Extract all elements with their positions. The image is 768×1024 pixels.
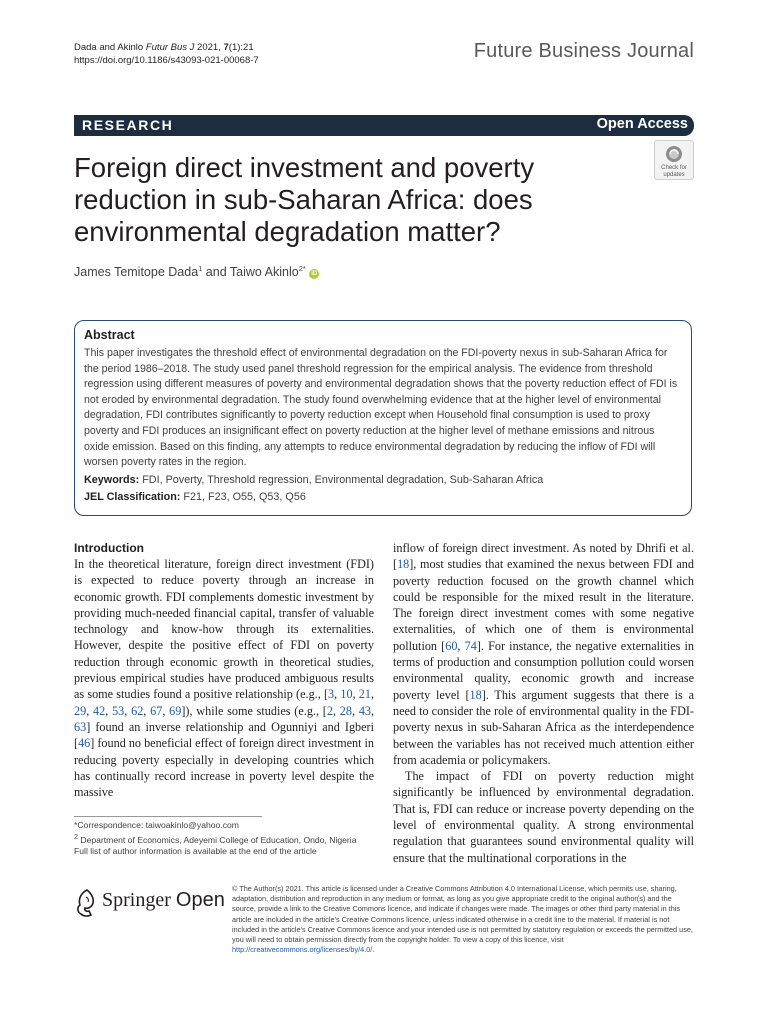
- jel-label: JEL Classification:: [84, 490, 181, 503]
- license-notice: © The Author(s) 2021. This article is licensed under a Creative Commons Attribution 4.0 International License, which permits use, sharing, adaptation, distribution and reproduction in any medium or format, as long as you give appropriate credit to the original author(s) and the source, provide a link to the Creative Commons licence, and indicate if changes were made. The images or other third party material in this article are included in the article's Creative Commons licence, unless indicated otherwise in a credit line to the material. If material is not included in the article's Creative Commons licence and your intended use is not permitted by statutory regulation or exceeds the permitted use, you will need to obtain permission directly from the copyright holder. To view a copy of this licence, visit http://creativecommons.org/licenses/by/4.0/.: [232, 884, 693, 955]
- ref-link[interactable]: 18: [397, 557, 410, 572]
- intro-paragraph-2: The impact of FDI on poverty reduction might significantly be influenced by environmental degradation. That is, FDI can reduce or increase poverty depending on the level of environmental quality. A strong environmental regulation that guarantees sound environmental quality will ensure that the multinational corporations in the: [393, 769, 694, 865]
- ref-link[interactable]: 42: [93, 703, 106, 718]
- keywords-label: Keywords:: [84, 473, 140, 486]
- citation-journal: Futur Bus J: [145, 42, 195, 53]
- ref-link[interactable]: 69: [169, 703, 182, 718]
- citation-authors: Dada and Akinlo: [74, 42, 144, 53]
- ref-link[interactable]: 28: [339, 703, 352, 718]
- intro-paragraph-1-cont: inflow of foreign direct investment. As noted by Dhrifi et al. [18], most studies that examined the nexus between FDI and poverty reduction focused on the growth channel which could be responsible for the mixed result in the literature. The foreign direct investment comes with some negative externalities, of which one of them is environmental pollution [60, 74]. For instance, the negative externalities in terms of production and consumption pollution could worsen environmental quality, economic growth and increase poverty level [18]. This argument suggests that there is a need to consider the role of environmental quality in the FDI-poverty nexus in sub-Saharan Africa as the interdependence between the variables has not received much attention either from academia or policymakers.: [393, 541, 694, 767]
- intro-paragraph-1: In the theoretical literature, foreign direct investment (FDI) is expected to reduce poverty through an increase in economic growth. FDI complements domestic investment by providing much-needed financial capital, transfer of valuable technology and know-how through its externalities. However, despite the positive effect of FDI on poverty reduction through economic growth in theoretical studies, previous empirical studies have produced ambiguous results as some studies found a positive relationship (e.g., [3, 10, 21, 29, 42, 53, 62, 67, 69]), while some studies (e.g., [2, 28, 43, 63] found an inverse relationship and Ogunniyi and Igberi [46] found no beneficial effect of foreign direct investment in reducing poverty especially in developing countries which has continually record increase in poverty level despite the massive: [74, 557, 375, 800]
- research-banner: [74, 115, 694, 136]
- abstract-box: [74, 320, 692, 516]
- springer-open-logo: [102, 889, 225, 912]
- author-1-affiliation: 1: [198, 264, 203, 273]
- open-access-label: Open Access: [596, 116, 688, 132]
- research-label: RESEARCH: [82, 117, 174, 133]
- citation-issue: (1):21: [228, 42, 254, 53]
- jel-value: F21, F23, O55, Q53, Q56: [183, 490, 306, 503]
- body-right-column: [393, 540, 694, 866]
- author-joiner: and: [202, 265, 230, 280]
- author-2[interactable]: Taiwo Akinlo: [229, 265, 299, 280]
- ref-link[interactable]: 43: [358, 703, 372, 718]
- badge-line-2: updates: [663, 172, 685, 178]
- footnotes: [74, 820, 374, 857]
- article-title: Foreign direct investment and poverty reduction in sub-Saharan Africa: does environmental degradation matter?: [74, 152, 535, 247]
- ref-link[interactable]: 2: [326, 703, 333, 718]
- full-author-info-note: Full list of author information is available at the end of the article: [74, 845, 317, 856]
- author-list: [74, 264, 319, 279]
- ref-link[interactable]: 63: [74, 719, 87, 734]
- abstract-heading: Abstract: [84, 328, 135, 342]
- citation-year: 2021,: [194, 42, 224, 53]
- check-for-updates-icon: [654, 140, 694, 180]
- affiliation-note: $^2$ Department of Economics, Adeyemi College of Education, Ondo, Nigeria: [74, 832, 357, 845]
- ref-link[interactable]: 62: [131, 703, 144, 718]
- ref-link[interactable]: 67: [150, 703, 163, 718]
- footnote-divider: [74, 816, 262, 817]
- introduction-heading: Introduction: [74, 541, 144, 555]
- journal-title: Future Business Journal: [473, 40, 694, 62]
- author-1[interactable]: James Temitope Dada: [74, 265, 199, 280]
- keywords-line: [84, 473, 682, 488]
- ref-link[interactable]: 18: [469, 687, 482, 702]
- citation-volume: 7: [223, 42, 229, 53]
- ref-link[interactable]: 3: [328, 687, 335, 702]
- springer-word: Springer: [102, 889, 171, 911]
- check-for-updates-badge[interactable]: [654, 140, 694, 180]
- keywords-value: FDI, Poverty, Threshold regression, Environmental degradation, Sub-Saharan Africa: [142, 473, 544, 486]
- license-link[interactable]: http://creativecommons.org/licenses/by/4.0/: [232, 945, 373, 955]
- open-word: Open: [175, 889, 225, 911]
- ref-link[interactable]: 10: [340, 687, 353, 702]
- correspondence-note: *Correspondence: taiwoakinlo@yahoo.com: [74, 820, 239, 830]
- badge-line-1: Check for: [661, 165, 687, 171]
- ref-link[interactable]: 60: [445, 638, 458, 653]
- ref-link[interactable]: 53: [112, 703, 125, 718]
- abstract-text: This paper investigates the threshold effect of environmental degradation on the FDI-poverty nexus in sub-Saharan Africa for the period 1986–2018. The study used panel threshold regression for the empirical analysis. The evidence from threshold regression using different measures of poverty and environmental degradation shows that the poverty reduction effect of FDI is not eroded by environmental degradation. The study found overwhelming evidence that at the higher level of environmental degradation, FDI contributes significantly to poverty reduction except when Household final consumption is used to proxy poverty and FDI produces an insignificant effect on poverty reduction at the higher level of methane emissions and nitrous oxide emission. Based on this finding, any attempts to reduce environmental degradation by reducing the inflow of FDI will worsen poverty rates in the region.: [84, 347, 678, 469]
- jel-line: [84, 490, 682, 505]
- author-2-affiliation: 2*: [298, 264, 306, 273]
- doi-link[interactable]: https://doi.org/10.1186/s43093-021-00068-7: [74, 55, 259, 66]
- springer-horse-icon: [74, 888, 100, 920]
- ref-link[interactable]: 21: [358, 687, 371, 702]
- ref-link[interactable]: 74: [464, 638, 477, 653]
- ref-link[interactable]: 46: [78, 736, 91, 751]
- body-left-column: [74, 540, 374, 800]
- orcid-icon[interactable]: iD: [311, 271, 318, 278]
- ref-link[interactable]: 29: [74, 703, 87, 718]
- article-citation: [74, 41, 259, 67]
